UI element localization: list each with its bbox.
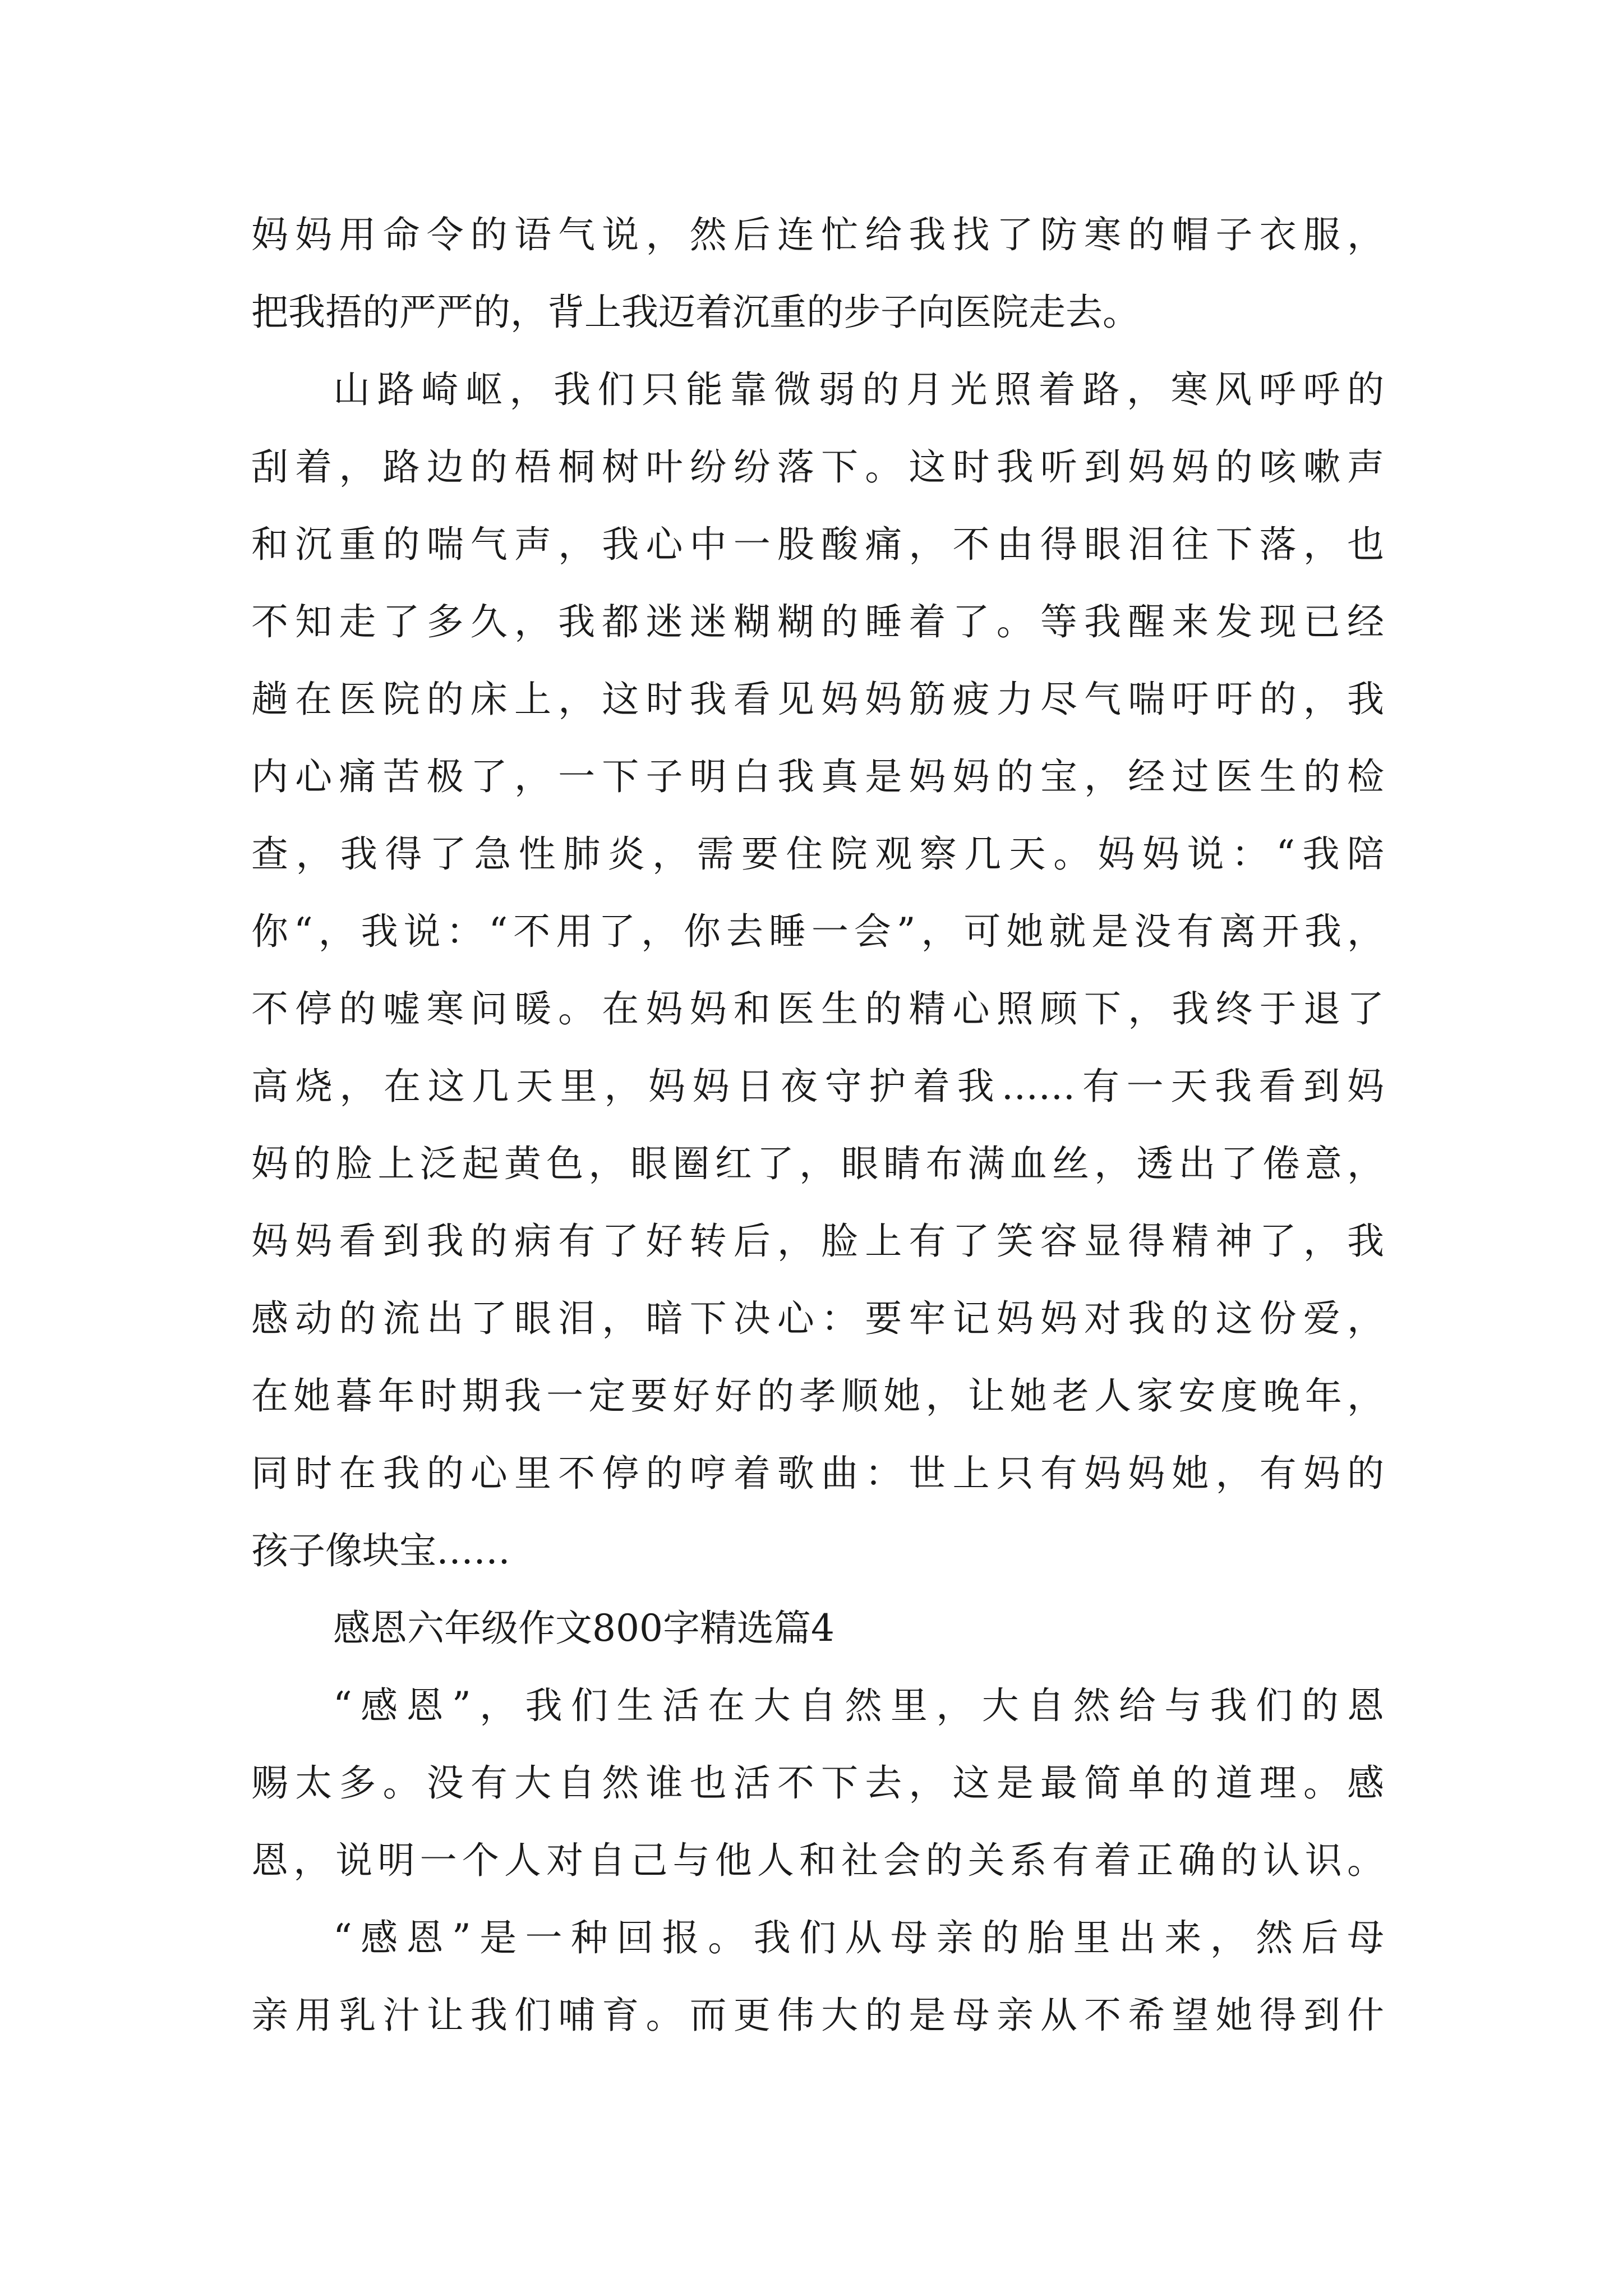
text-line: 在她暮年时期我一定要好好的孝顺她，让她老人家安度晚年， <box>251 1374 1384 1418</box>
text-line: 同时在我的心里不停的哼着歌曲：世上只有妈妈她，有妈的 <box>251 1452 1384 1495</box>
text-line: 赐太多。没有大自然谁也活不下去，这是最简单的道理。感 <box>251 1761 1384 1805</box>
text-line: 妈妈看到我的病有了好转后，脸上有了笑容显得精神了，我 <box>251 1220 1384 1263</box>
text-line: 山路崎岖，我们只能靠微弱的月光照着路，寒风呼呼的 <box>333 368 1384 411</box>
text-line: 刮着，路边的梧桐树叶纷纷落下。这时我听到妈妈的咳嗽声 <box>251 445 1384 489</box>
text-line: 孩子像块宝…… <box>251 1529 510 1572</box>
text-line: 高烧，在这几天里，妈妈日夜守护着我……有一天我看到妈 <box>251 1065 1384 1108</box>
text-line: 不停的嘘寒问暖。在妈妈和医生的精心照顾下，我终于退了 <box>251 987 1384 1030</box>
text-line: “感恩”是一种回报。我们从母亲的胎里出来，然后母 <box>333 1916 1384 1959</box>
text-line: 把我捂的严严的，背上我迈着沉重的步子向医院走去。 <box>251 291 1140 334</box>
text-line: 趟在医院的床上，这时我看见妈妈筋疲力尽气喘吁吁的，我 <box>251 678 1384 721</box>
text-line: 查，我得了急性肺炎，需要住院观察几天。妈妈说：“我陪 <box>251 832 1384 876</box>
text-line: 你“，我说：“不用了，你去睡一会”，可她就是没有离开我， <box>251 910 1384 953</box>
text-line: 恩，说明一个人对自己与他人和社会的关系有着正确的认识。 <box>251 1839 1384 1882</box>
text-line: 妈的脸上泛起黄色，眼圈红了，眼睛布满血丝，透出了倦意， <box>251 1142 1384 1185</box>
text-line: 内心痛苦极了，一下子明白我真是妈妈的宝，经过医生的检 <box>251 755 1384 798</box>
section-heading: 感恩六年级作文800字精选篇4 <box>333 1607 834 1650</box>
text-line: 妈妈用命令的语气说，然后连忙给我找了防寒的帽子衣服， <box>251 213 1384 256</box>
text-line: 感动的流出了眼泪，暗下决心：要牢记妈妈对我的这份爱， <box>251 1297 1384 1340</box>
text-line: 和沉重的喘气声，我心中一股酸痛，不由得眼泪往下落，也 <box>251 523 1384 566</box>
text-line: 不知走了多久，我都迷迷糊糊的睡着了。等我醒来发现已经 <box>251 600 1384 643</box>
text-line: 亲用乳汁让我们哺育。而更伟大的是母亲从不希望她得到什 <box>251 1994 1384 2037</box>
text-line: “感恩”，我们生活在大自然里，大自然给与我们的恩 <box>333 1684 1384 1727</box>
